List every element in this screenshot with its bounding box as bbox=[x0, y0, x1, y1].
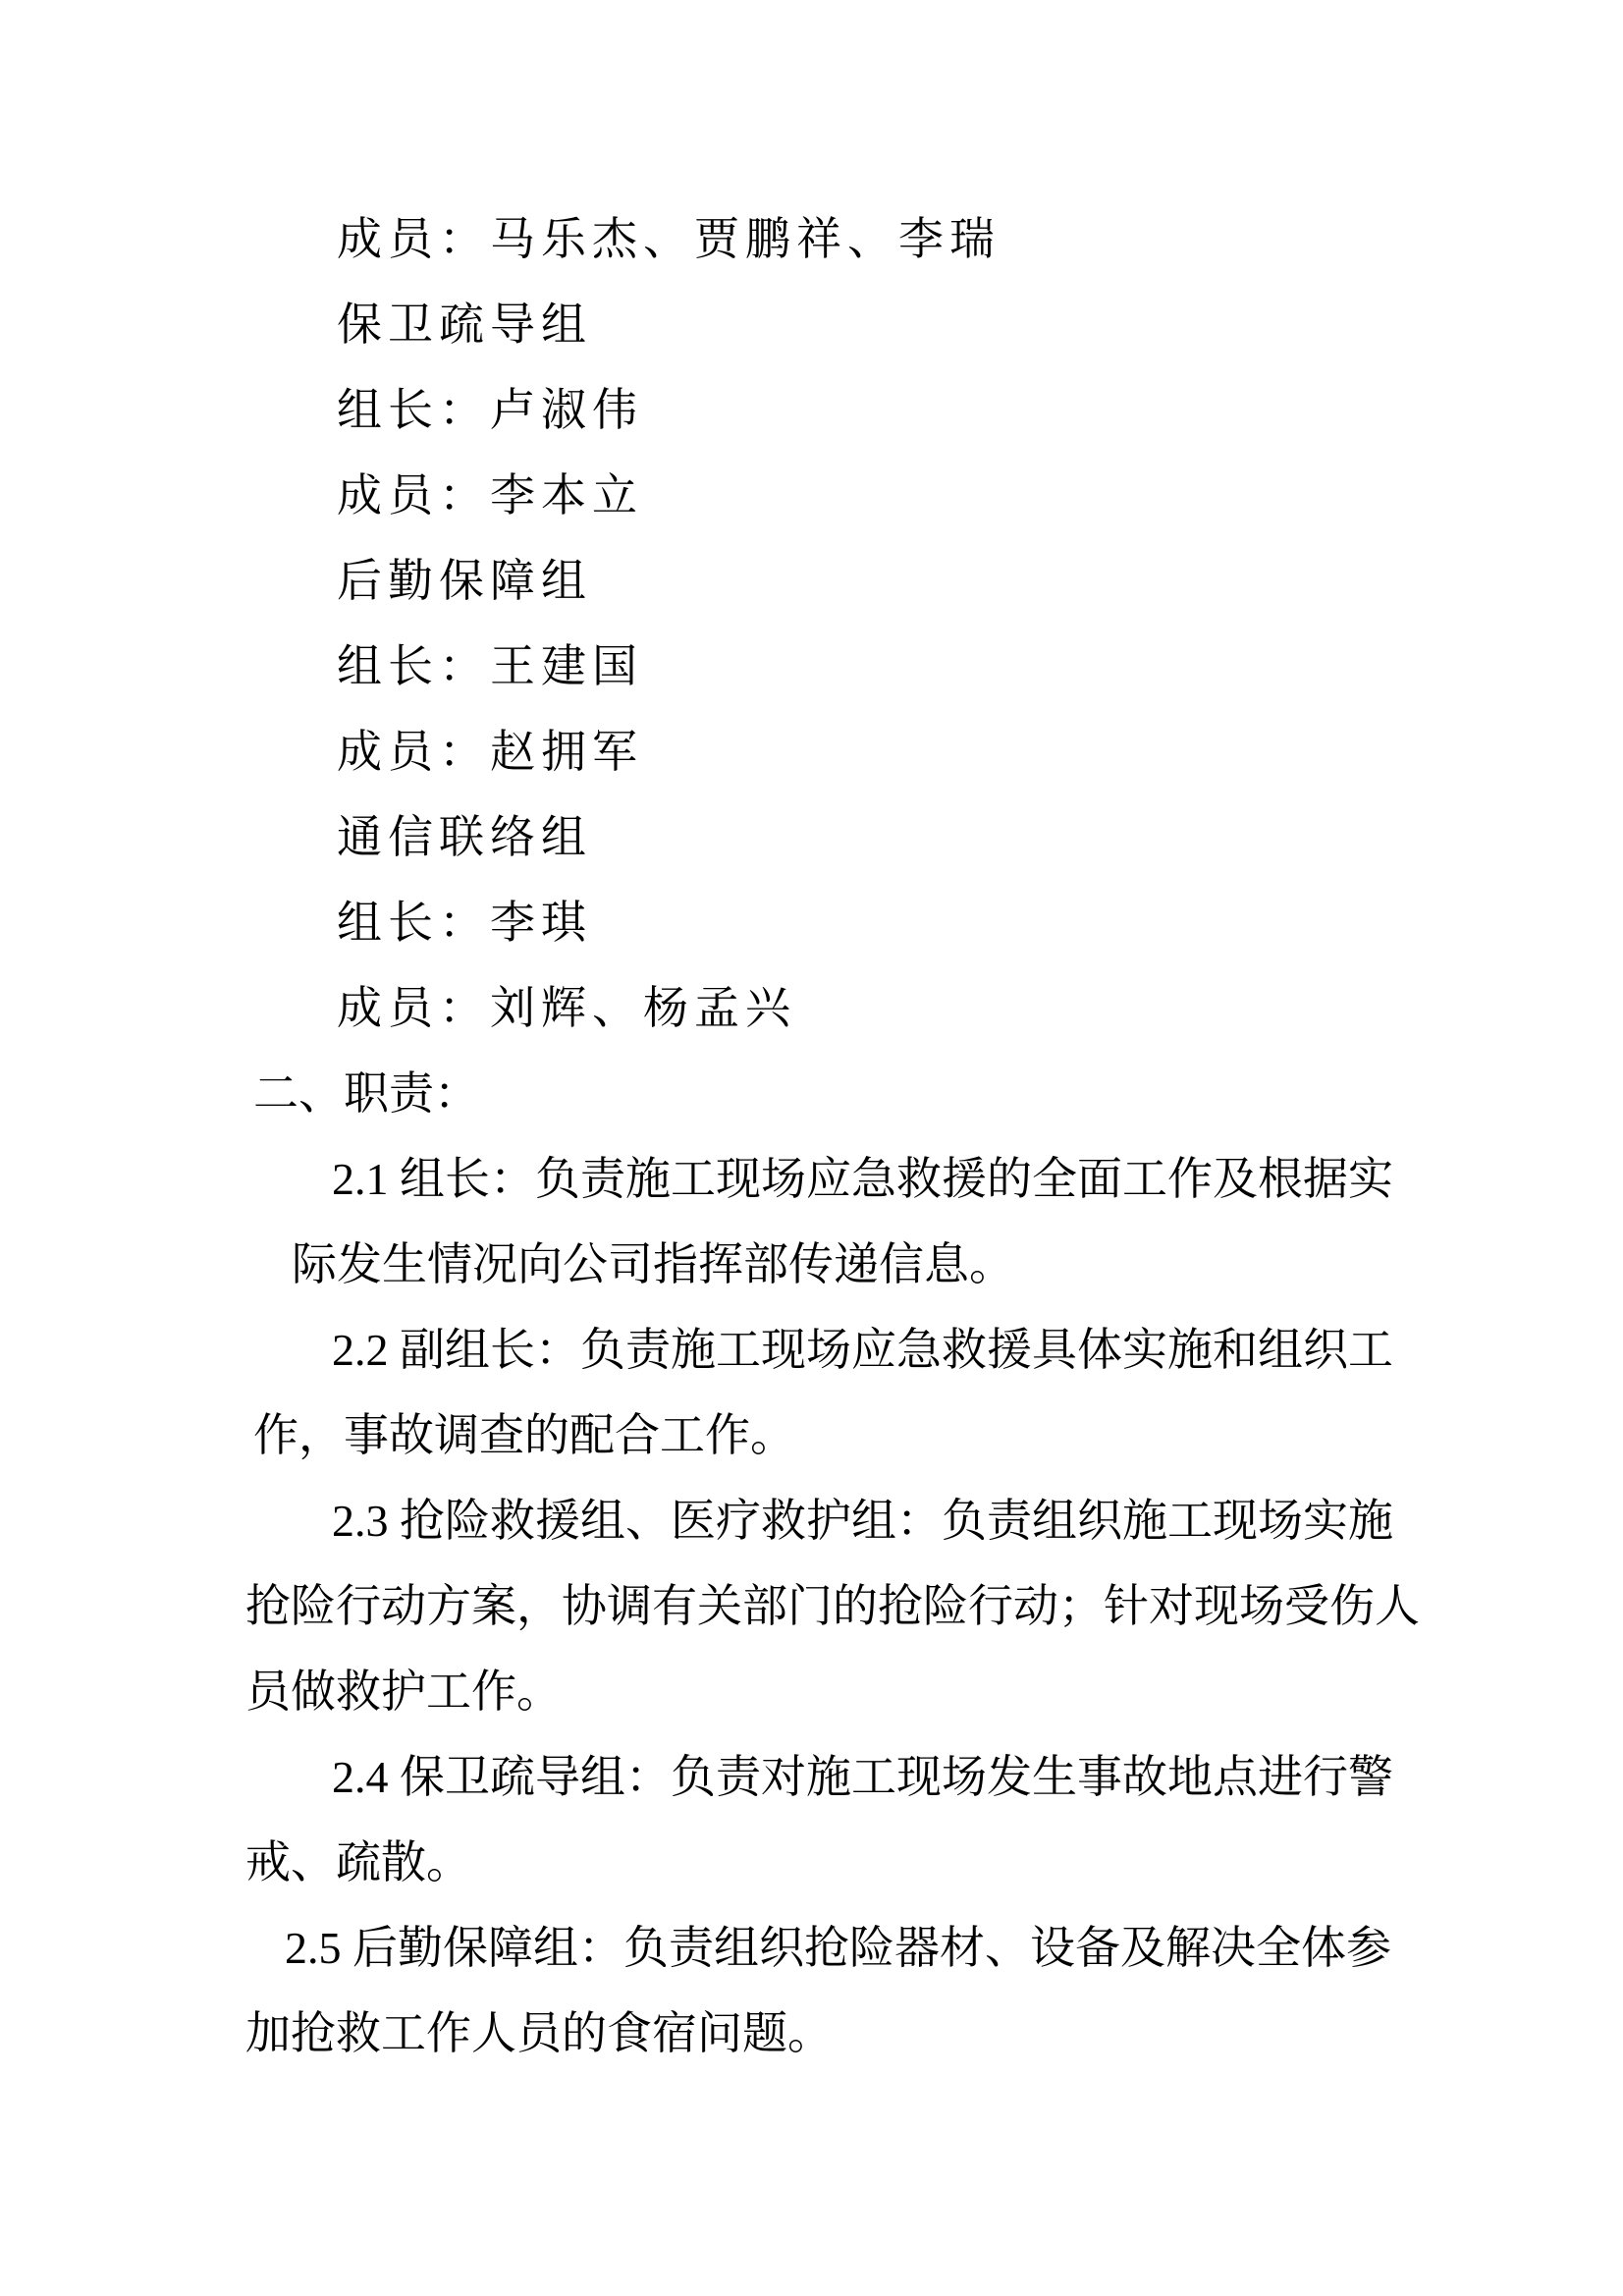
doc-line-duty-2-3: 2.3 抢险救援组、医疗救护组：负责组织施工现场实施 bbox=[332, 1496, 1393, 1546]
doc-line-duty-2-3-cont2: 员做救护工作。 bbox=[245, 1667, 562, 1717]
doc-line-duty-2-4: 2.4 保卫疏导组：负责对施工现场发生事故地点进行警 bbox=[332, 1752, 1393, 1802]
doc-line-duty-2-1: 2.1 组长：负责施工现场应急救援的全面工作及根据实 bbox=[332, 1154, 1393, 1204]
doc-line-group-logistics: 后勤保障组 bbox=[337, 556, 592, 606]
doc-line-duty-2-5: 2.5 后勤保障组：负责组织抢险器材、设备及解决全体参 bbox=[285, 1923, 1391, 1973]
doc-line-members-rescue: 成员：马乐杰、贾鹏祥、李瑞 bbox=[337, 214, 1001, 264]
doc-line-leader-comms: 组长：李琪 bbox=[337, 898, 592, 948]
doc-line-leader-security: 组长：卢淑伟 bbox=[337, 385, 643, 435]
doc-line-duty-2-2: 2.2 副组长：负责施工现场应急救援具体实施和组织工 bbox=[332, 1325, 1393, 1375]
doc-line-duty-2-4-cont: 戒、疏散。 bbox=[245, 1837, 471, 1887]
doc-line-duty-2-2-cont: 作，事故调查的配合工作。 bbox=[253, 1410, 795, 1460]
doc-line-duty-2-1-cont: 际发生情况向公司指挥部传递信息。 bbox=[292, 1239, 1014, 1289]
doc-line-group-comms: 通信联络组 bbox=[337, 812, 592, 862]
doc-line-group-security: 保卫疏导组 bbox=[337, 300, 592, 350]
doc-line-duty-2-5-cont: 加抢救工作人员的食宿问题。 bbox=[245, 2008, 833, 2058]
doc-line-members-comms: 成员：刘辉、杨孟兴 bbox=[337, 983, 796, 1033]
doc-heading-duties: 二、职责： bbox=[253, 1068, 479, 1119]
doc-line-duty-2-3-cont1: 抢险行动方案，协调有关部门的抢险行动；针对现场受伤人 bbox=[245, 1581, 1420, 1631]
doc-line-members-logistics: 成员：赵拥军 bbox=[337, 727, 643, 777]
doc-line-leader-logistics: 组长：王建国 bbox=[337, 641, 643, 691]
doc-line-members-security: 成员：李本立 bbox=[337, 470, 643, 520]
